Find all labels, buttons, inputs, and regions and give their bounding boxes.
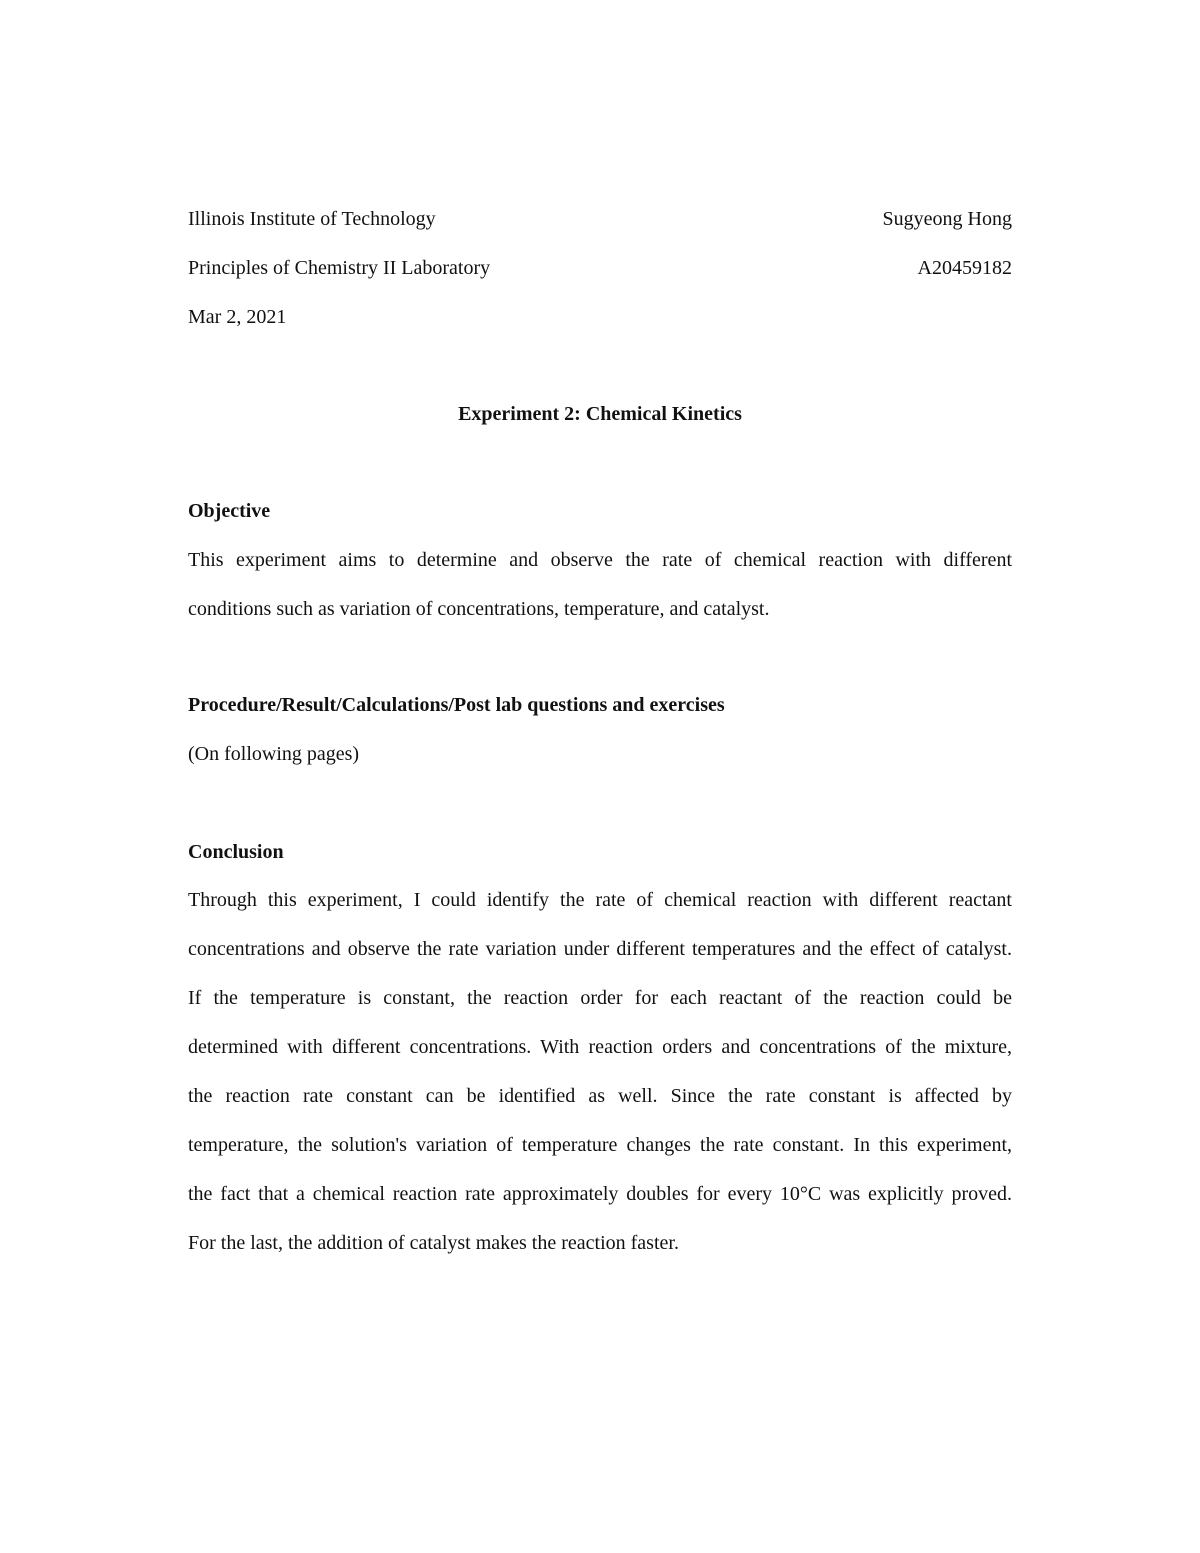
conclusion-line: temperature, the solution's variation of temperature changes the rate constant. In this experiment, (188, 1134, 1012, 1156)
student-id: A20459182 (917, 257, 1012, 279)
conclusion-line: the fact that a chemical reaction rate approximately doubles for every 10°C was explicitly proved. (188, 1183, 1012, 1205)
procedure-note: (On following pages) (188, 743, 360, 765)
objective-line: conditions such as variation of concentrations, temperature, and catalyst. (188, 598, 770, 620)
conclusion-paragraph (188, 888, 1012, 1280)
report-title: Experiment 2: Chemical Kinetics (458, 403, 742, 425)
conclusion-line: concentrations and observe the rate variation under different temperatures and the effect of catalyst. (188, 938, 1012, 960)
procedure-heading: Procedure/Result/Calculations/Post lab questions and exercises (188, 694, 725, 716)
course-name: Principles of Chemistry II Laboratory (188, 257, 491, 279)
conclusion-line: the reaction rate constant can be identified as well. Since the rate constant is affected by (188, 1085, 1012, 1107)
author-name: Sugyeong Hong (882, 208, 1012, 230)
institution-name: Illinois Institute of Technology (188, 208, 436, 230)
conclusion-line: Through this experiment, I could identify the rate of chemical reaction with different reactant (188, 889, 1012, 911)
objective-heading: Objective (188, 500, 271, 522)
conclusion-heading: Conclusion (188, 841, 284, 863)
conclusion-line: If the temperature is constant, the reaction order for each reactant of the reaction could be (188, 987, 1012, 1009)
objective-line: This experiment aims to determine and observe the rate of chemical reaction with different (188, 549, 1012, 571)
conclusion-line: For the last, the addition of catalyst makes the reaction faster. (188, 1232, 679, 1254)
objective-paragraph (188, 548, 1012, 646)
conclusion-line: determined with different concentrations. With reaction orders and concentrations of the mixture, (188, 1036, 1012, 1058)
report-date: Mar 2, 2021 (188, 306, 287, 328)
